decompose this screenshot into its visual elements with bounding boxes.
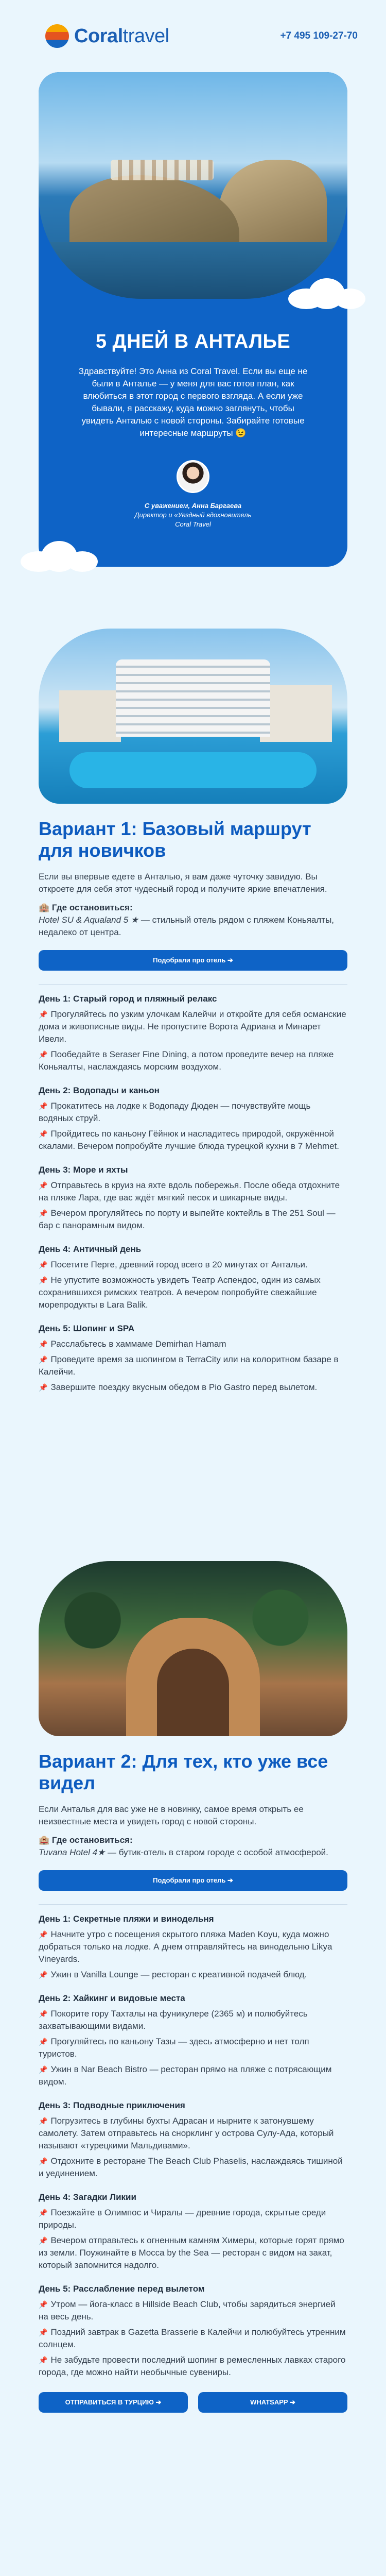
list-item [39,2063,347,2088]
day-list [39,1259,347,1311]
day-list [39,1928,347,1981]
list-item [39,2115,347,2152]
list-item-text: Расслабьтесь в хаммаме Demirhan Hamam [50,1339,226,1349]
list-item-text: Не забудьте провести последний шопинг в ремесленных лавках старого города, где можно найти необычные сувениры. [39,2355,346,2377]
day-block [0,1984,386,2088]
day-title: День 3: Подводные приключения [39,2100,185,2110]
signature [39,501,347,529]
pin-icon: 📌 [39,2209,48,2217]
day-block [0,985,386,1073]
day-list [39,2008,347,2088]
cta-buttons [0,2392,386,2413]
variant-1-photo [39,629,347,804]
list-item-text: Вечером прогуляйтесь по порту и выпейте коктейль в The 251 Soul — бар с панорамным видом. [39,1208,336,1230]
day-list [39,1179,347,1232]
variant-2-photo [39,1561,347,1736]
list-item-text: Утром — йога-класс в Hillside Beach Club, чтобы зарядиться энергией на весь день. [39,2299,336,2321]
variant-1-hotel-desc: — стильный отель рядом с пляжем Коньяалты, недалеко от центра. [39,915,335,937]
pin-icon: 📌 [39,1010,48,1019]
list-item [39,2155,347,2180]
pin-icon: 📌 [39,1181,48,1190]
variant-2-title: Вариант 2: Для тех, кто уже все видел [39,1751,328,1793]
pin-icon: 📌 [39,2065,48,2074]
day-title: День 4: Загадки Ликии [39,2192,136,2202]
list-item-text: Прокатитесь на лодке к Водопаду Дюден — почувствуйте мощь водяных струй. [39,1101,311,1123]
day-block [0,2275,386,2379]
list-item-text: Не упустите возможность увидеть Театр Аспендос, один из самых сохранившихся римских театров. А вечером попробуйте свежайшие морепродукты в Lara Balik. [39,1275,321,1310]
pin-icon: 📌 [39,2328,48,2336]
signature-role: Директор и «Уездный вдохновитель [134,511,252,519]
pin-icon: 📌 [39,2010,48,2018]
logo[interactable] [45,24,169,48]
list-item-text: Прогуляйтесь по каньону Тазы — здесь атмосферно и нет толп туристов. [39,2037,309,2059]
variant-2-intro: Если Анталья для вас уже не в новинку, самое время открыть ее неизвестные места и увидеть город с новой стороны. [39,1804,304,1826]
variant-1-days [0,985,386,1394]
list-item [39,1353,347,1378]
go-turkey-button[interactable]: ОТПРАВИТЬСЯ В ТУРЦИЮ ➔ [39,2392,188,2413]
list-item [39,1928,347,1965]
day-list [39,2298,347,2379]
day-block [0,1156,386,1232]
day-block [0,1905,386,1981]
day-list [39,1008,347,1073]
variant-1-section [0,629,386,1397]
pin-icon: 📌 [39,1971,48,1979]
list-item-text: Прогуляйтесь по узким улочкам Калейчи и откройте для себя османские дома и живописные виды. Не пропустите Ворота Адриана и Минарет Ивели. [39,1009,346,1044]
list-item-text: Покорите гору Тахталы на фуникулере (2365 м) и полюбуйтесь захватывающими видами. [39,2009,308,2031]
list-item [39,2008,347,2032]
list-item-text: Отдохните в ресторане The Beach Club Phaselis, наслаждаясь тишиной и уединением. [39,2156,343,2178]
coral-logo-icon [45,24,69,48]
list-item [39,1100,347,1125]
pin-icon: 📌 [39,2356,48,2364]
avatar [177,460,209,493]
pin-icon: 📌 [39,1355,48,1364]
pin-icon: 📌 [39,1340,48,1348]
list-item-text: Ужин в Nar Beach Bistro — ресторан прямо на пляже с потрясающим видом. [39,2064,332,2087]
list-item-text: Пообедайте в Seraser Fine Dining, а потом проведите вечер на пляже Коньяалты, наслаждаясь морским воздухом. [39,1049,334,1072]
variant-2-section [0,1561,386,2413]
list-item [39,1381,347,1394]
signature-company: Coral Travel [175,520,211,528]
signature-name: С уважением, Анна Баргаева [144,502,242,510]
day-title: День 5: Расслабление перед вылетом [39,2284,205,2294]
day-block [0,1076,386,1153]
pin-icon: 📌 [39,2157,48,2165]
day-title: День 5: Шопинг и SPA [39,1324,135,1333]
list-item-text: Отправьтесь в круиз на яхте вдоль побережья. После обеда отдохните на пляже Лара, где вас ждёт мягкий песок и шикарные виды. [39,1180,340,1202]
day-block [0,2183,386,2272]
list-item [39,2298,347,2323]
pin-icon: 📌 [39,1930,48,1939]
day-list [39,1338,347,1394]
list-item [39,1008,347,1045]
day-block [0,2091,386,2180]
day-title: День 2: Хайкинг и видовые места [39,1993,185,2003]
hero-title: 5 ДНЕЙ В АНТАЛЬЕ [95,331,291,352]
list-item-text: Поезжайте в Олимпос и Чиралы — древние города, скрытые среди природы. [39,2208,326,2230]
list-item [39,1179,347,1204]
variant-2-stay-label: 🏨 Где остановиться: [39,1835,133,1845]
hero-lead: Здравствуйте! Это Анна из Coral Travel. Если вы еще не были в Анталье — у меня для вас готов план, как влюбиться в этот город с первого взгляда. А если уже бывали, я расскажу, куда можно заглянуть, чтобы увидеть Анталью с новой стороны. Забирайте готовые интересные маршруты 😉 [78,366,308,438]
day-list [39,2115,347,2180]
hero-photo [39,72,347,299]
logo-word-travel: travel [122,25,169,47]
day-block [0,1235,386,1311]
pin-icon: 📌 [39,1102,48,1110]
list-item-text: Ужин в Vanilla Lounge — ресторан с креативной подачей блюд. [50,1970,307,1979]
pin-icon: 📌 [39,2117,48,2125]
list-item-text: Проведите время за шопингом в TerraCity или на колоритном базаре в Калейчи. [39,1354,339,1377]
logo-text [74,25,169,47]
list-item [39,2234,347,2272]
list-item [39,1207,347,1232]
list-item-text: Посетите Перге, древний город всего в 20 минутах от Антальи. [50,1260,308,1269]
list-item [39,2354,347,2379]
pin-icon: 📌 [39,2300,48,2309]
day-list [39,1100,347,1153]
list-item [39,1048,347,1073]
day-title: День 1: Секретные пляжи и винодельня [39,1914,214,1924]
variant-1-hotel-name: Hotel SU & Aqualand 5 ★ [39,915,139,925]
variant-2-hotel-name: Tuvana Hotel 4★ [39,1848,106,1857]
list-item-text: Начните утро с посещения скрытого пляжа Maden Koyu, куда можно добраться только на лодке. А днем отправляйтесь на винодельню Likya Vineyards. [39,1929,332,1964]
list-item [39,1338,347,1350]
cloud-decoration [288,278,365,309]
list-item-text: Поздний завтрак в Gazetta Brasserie в Калейчи и полюбуйтесь утренним солнцем. [39,2327,346,2349]
pin-icon: 📌 [39,1261,48,1269]
list-item [39,1259,347,1271]
list-item [39,2036,347,2060]
pin-icon: 📌 [39,1130,48,1138]
variant-2-stay [0,1845,386,1859]
header [0,0,386,72]
logo-word-coral: Coral [74,25,123,47]
list-item-text: Вечером отправьтесь к огненным камням Химеры, которые горят прямо из земли. Поужинайте в Mocca by the Sea — ресторан с видом на закат, который запомнится надолго. [39,2235,344,2270]
pin-icon: 📌 [39,2236,48,2245]
hero-card [39,72,347,567]
pin-icon: 📌 [39,1383,48,1392]
variant-2-days [0,1905,386,2379]
day-title: День 3: Море и яхты [39,1165,128,1175]
list-item [39,1969,347,1981]
pin-icon: 📌 [39,2038,48,2046]
list-item [39,1128,347,1153]
variant-1-stay-label: 🏨 Где остановиться: [39,903,133,912]
phone-link[interactable]: +7 495 109-27-70 [280,30,358,41]
variant-2-hotel-button[interactable]: Подобрали про отель ➔ [39,1870,347,1891]
cloud-decoration [21,541,98,572]
pin-icon: 📌 [39,1209,48,1217]
variant-1-stay [0,913,386,939]
variant-1-title: Вариант 1: Базовый маршрут для новичков [39,818,311,861]
day-title: День 2: Водопады и каньон [39,1086,160,1095]
day-title: День 1: Старый город и пляжный релакс [39,994,217,1004]
list-item [39,2207,347,2231]
list-item-text: Погрузитесь в глубины бухты Адрасан и нырните к затонувшему самолету. Затем отправьтесь на снорклинг у острова Сулу-Ада, который называют «турецкими Мальдивами». [39,2116,334,2150]
list-item [39,1274,347,1311]
pin-icon: 📌 [39,1050,48,1059]
pin-icon: 📌 [39,1276,48,1284]
whatsapp-button[interactable]: WHATSAPP ➔ [198,2392,347,2413]
day-list [39,2207,347,2272]
list-item-text: Завершите поездку вкусным обедом в Pio Gastro перед вылетом. [50,1382,318,1392]
variant-1-hotel-button[interactable]: Подобрали про отель ➔ [39,950,347,971]
day-block [0,1314,386,1394]
day-title: День 4: Античный день [39,1244,142,1254]
variant-1-intro: Если вы впервые едете в Анталью, я вам даже чуточку завидую. Вы откроете для себя этот чудесный город и получите яркие впечатления. [39,872,327,894]
list-item [39,2326,347,2351]
variant-2-hotel-desc: — бутик-отель в старом городе с особой атмосферой. [105,1848,328,1857]
list-item-text: Пройдитесь по каньону Гёйнюк и насладитесь природой, окружённой скалами. Вечером попробуйте лучшие блюда турецкой кухни в 7 Mehmet. [39,1129,340,1151]
